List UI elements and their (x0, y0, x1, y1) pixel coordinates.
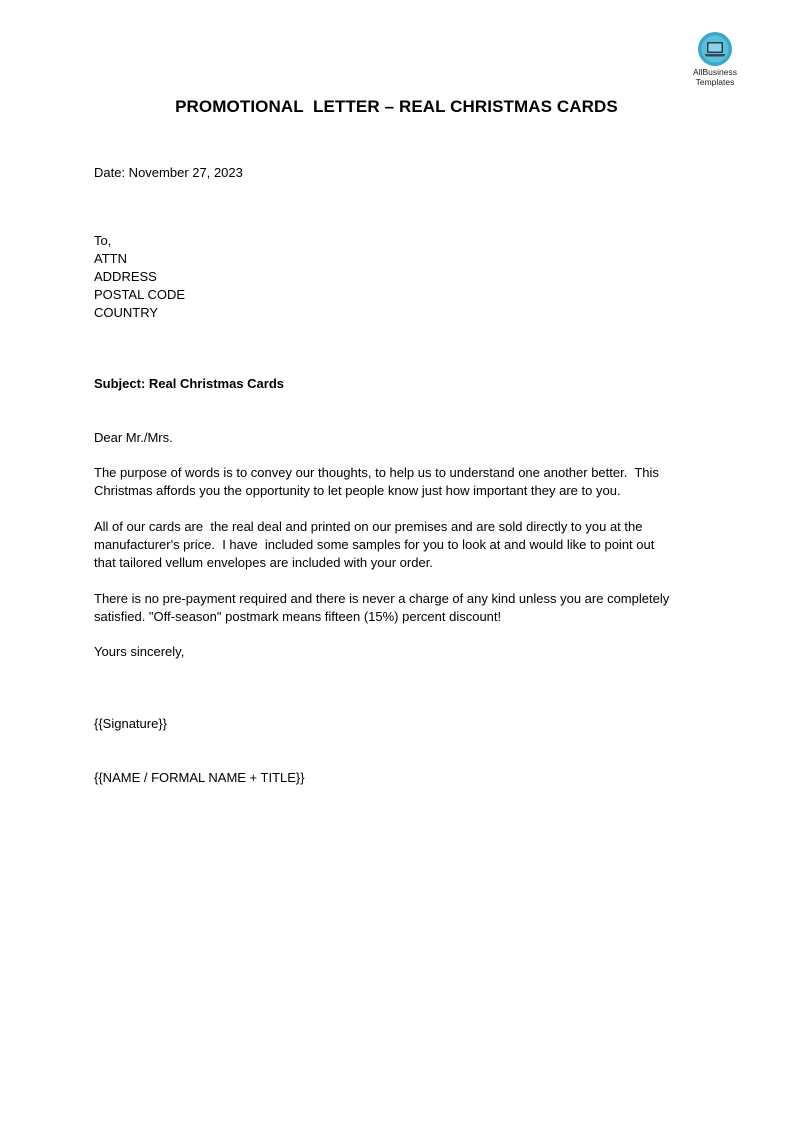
paragraph-1 (94, 464, 694, 500)
paragraph-2 (94, 518, 694, 572)
letter-title: PROMOTIONAL LETTER – REAL CHRISTMAS CARDS (175, 97, 618, 116)
recipient-postal-code: POSTAL CODE (94, 287, 186, 302)
date-line: Date: November 27, 2023 (94, 165, 243, 180)
paragraph-3 (94, 590, 694, 626)
recipient-to: To, (94, 233, 112, 248)
paragraph-line: Christmas affords you the opportunity to let people know just how important they are to you. (94, 483, 621, 498)
signature-placeholder: {{Signature}} (94, 716, 168, 731)
laptop-logo-icon (698, 32, 732, 66)
paragraph-line: satisfied. "Off-season" postmark means fifteen (15%) percent discount! (94, 609, 502, 624)
paragraph-line: There is no pre-payment required and there is never a charge of any kind unless you are completely (94, 591, 670, 606)
recipient-attn: ATTN (94, 251, 127, 266)
logo-text-line1: AllBusiness (693, 67, 737, 77)
paragraph-line: The purpose of words is to convey our thoughts, to help us to understand one another better. This (94, 465, 659, 480)
paragraph-line: that tailored vellum envelopes are included with your order. (94, 555, 433, 570)
paragraph-line: manufacturer's price. I have included some samples for you to look at and would like to point out (94, 537, 655, 552)
closing: Yours sincerely, (94, 644, 185, 659)
recipient-address: ADDRESS (94, 269, 157, 284)
name-title-placeholder: {{NAME / FORMAL NAME + TITLE}} (94, 770, 305, 785)
company-logo (686, 32, 744, 87)
paragraph-line: All of our cards are the real deal and printed on our premises and are sold directly to you at the (94, 519, 643, 534)
subject-line: Subject: Real Christmas Cards (94, 376, 285, 391)
logo-text-line2: Templates (695, 76, 735, 87)
recipient-country: COUNTRY (94, 305, 159, 320)
salutation: Dear Mr./Mrs. (94, 430, 173, 445)
